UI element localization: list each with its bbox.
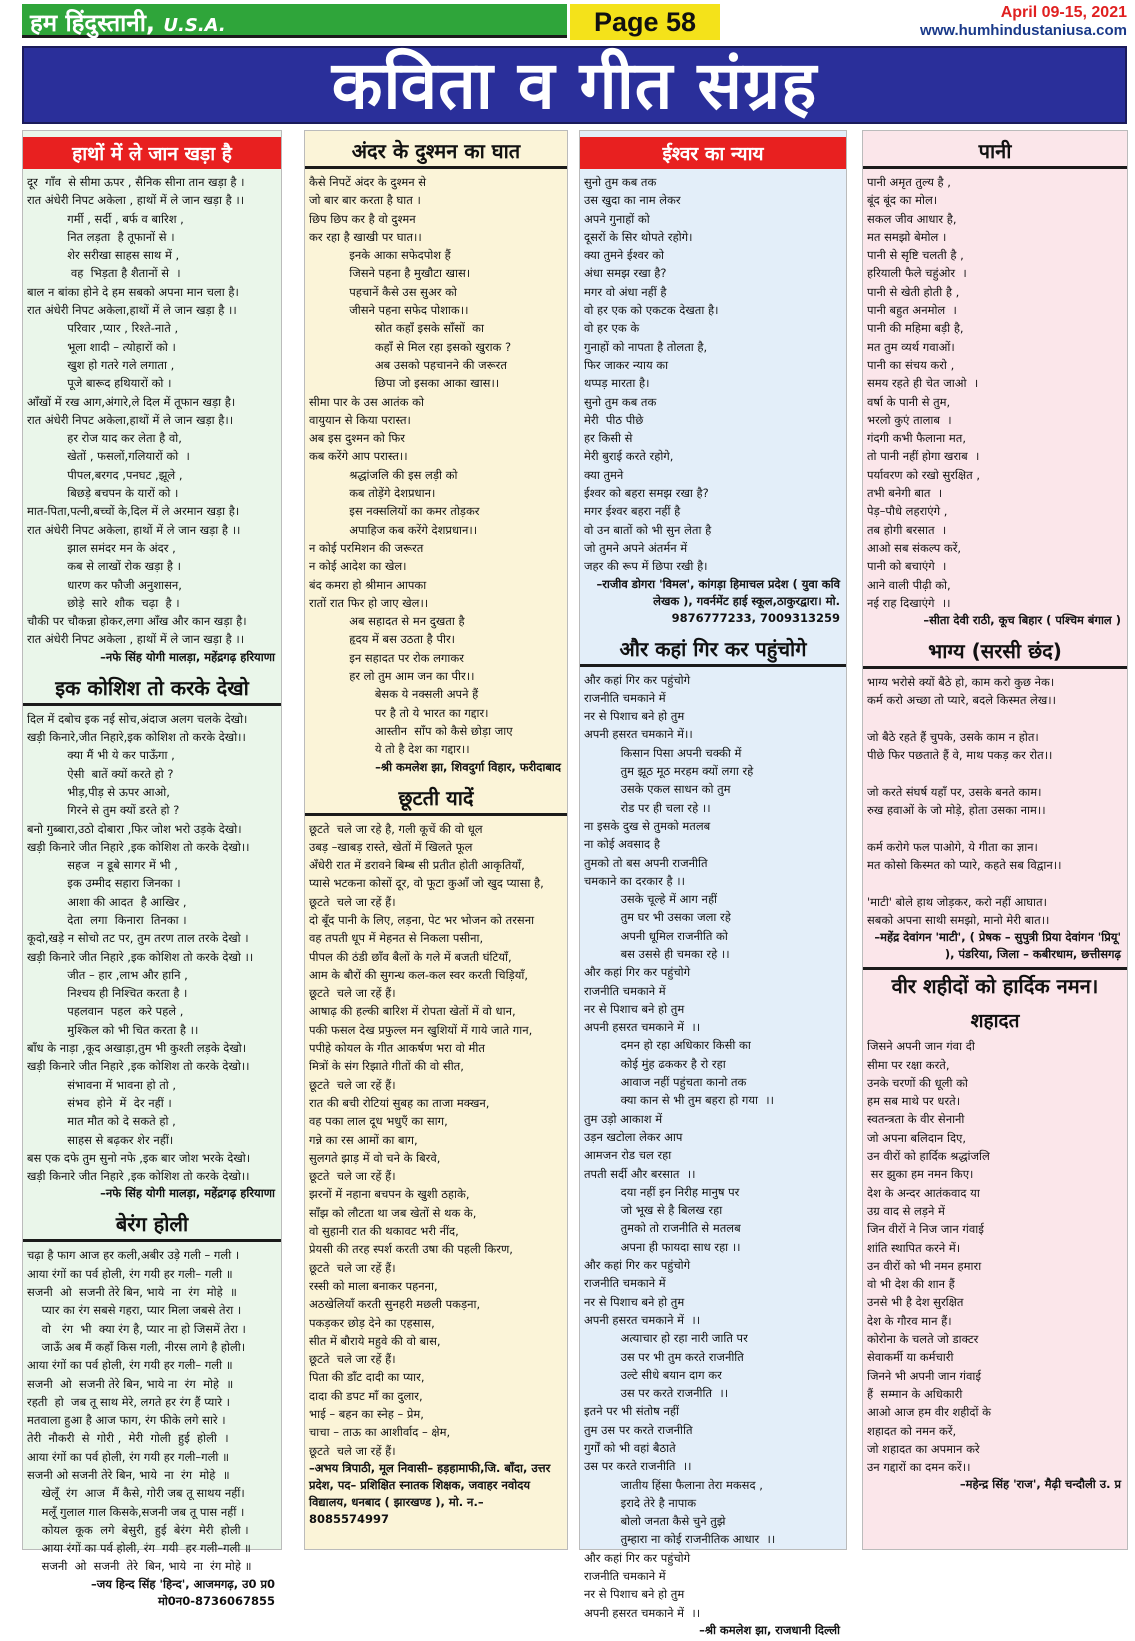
poem-subtitle: शहादत: [970, 1010, 1020, 1033]
poem-text: सुनो तुम कब तक उस खुदा का नाम लेकर अपने गुनाहों को दूसरों के सिर थोपते रहोगे। क्या तुमने ईश्वर को अंधा समझ रखा है? मगर वो अंधा नहीं है वो हर एक को एकटक देखता है। वो हर एक के गुनाहों को नापता है तोलता है, फिर जाकर न्याय का थप्पड़ मारता है। सुनो तुम कब तक मेरी पीठ पीछे हर किसी से मेरी बुराई करते रहोगे, क्या तुमने ईश्वर को बहरा समझ रखा है? मगर ईश्वर बहरा नहीं है वो उन बातों को भी सुन लेता है जो तुमने अपने अंतर्मन में जहर की रूप में छिपा रखी है।: [584, 175, 719, 574]
column-1: [22, 130, 282, 1608]
newspaper-name: [22, 4, 567, 38]
poem-text: कैसे निपटें अंदर के दुश्मन से जो बार बार करता है घात । छिप छिप कर है वो दुश्मन कर रहा है खाखी पर घात।। इनके आका सफेदपोश हैं जिसने पहना है मुखौटा खास। पहचानें कैसे उस सुअर को जीसने पहना सफेद पोशाक।। स्रोत कहाँ इसके साँसों का कहाँ से मिल रहा इसको खुराक ? अब उसको पहचानने की जरूरत छिपा जो इसका आका खास।। सीमा पार के उस आतंक को वायुयान से किया परास्त। अब इस दुश्मन को फिर कब करेंगे आप परास्त।। श्रद्धांजलि की इस लड़ी को कब तोड़ेंगे देशप्रधान। इस नक्सलियों का कमर तोड़कर अपाहिज कब करेंगे देशप्रधान।। न कोई परमिशन की जरूरत न कोई आदेश का खेल। बंद कमरा हो श्रीमान आपका रातों रात फिर हो जाए खेल।। अब सहादत से मन दुखता है हृदय में बस उठता है पीर। इन सहादत पर रोक लगाकर हर लो तुम आम जन का पीर।। बेसक ये नक्सली अपने हैं पर है तो ये भारत का गद्दार। आस्तीन साँप को कैसे छोड़ा जाए ये तो है देश का गद्दार।।: [309, 175, 513, 757]
poem-text: चढ़ा है फाग आज हर कली,अबीर उड़े गली – गली । आया रंगों का पर्व होली, रंग गयी हर गली– गली ॥ सजनी ओ सजनी तेरे बिन, भाये ना रंग मोहे ॥ प्यार का रंग सबसे गहरा, प्यार मिला जबसे तेरा । वो रंग भी क्या रंग है, प्यार ना हो जिसमें तेरा । जाऊँ अब मैं कहाँ किस गली, नीरस लागे है होली। आया रंगों का पर्व होली, रंग गयी हर गली– गली ॥ सजनी ओ सजनी तेरे बिन, भाये ना रंग मोहे ॥ रहती हो जब तू साथ मेरे, लगते हर रंग हैं प्यारे । मतवाला हुआ है आज फाग, रंग फीके लगे सारे । तेरी नौकरी से गोरी , मेरी गोली हुई होली । आया रंगों का पर्व होली, रंग गयी हर गली–गली ॥ सजनी ओ सजनी तेरे बिन, भाये ना रंग मोहे ॥ खेलूँ रंग आज मैं कैसे, गोरी जब तू साथय नहीं। मलूँ गुलाल गाल किसके,सजनी जब तू पास नहीं । कोयल कूक लगे बेसुरी, हुई बेरंग मेरी होली । आया रंगों का पर्व होली, रंग गयी हर गली–गली ॥ सजनी ओ सजनी तेरे बिन, भाये ना रंग मोहे ॥: [27, 1248, 252, 1574]
column-4: [862, 130, 1128, 1550]
website-link[interactable]: www.humhindustaniusa.com: [920, 22, 1127, 39]
poem-text: दिल में दबोच इक नई सोच,अंदाज अलग चलके देखो। खड़ी किनारे,जीत निहारे,इक कोशिश तो करके देखो।। क्या मैं भी ये कर पाऊँगा , ऐसी बातें क्यों करते हो ? भीड़,पीड़ से ऊपर आओ, गिरने से तुम क्यों डरते हो ? बनो गुब्बारा,उठो दोबारा ,फिर जोश भरो उड़के देखो। खड़ी किनारे जीत निहारे ,इक कोशिश तो करके देखो।। सहज न डूबे सागर में भी , इक उम्मीद सहारा जिनका । आशा की आदत है आखिर , देता लगा किनारा तिनका । कूदो,खड़े न सोचो तट पर, तुम तरण ताल तरके देखो । खड़ी किनारे जीत निहारे ,इक कोशिश तो करके देखो ।। जीत – हार ,लाभ और हानि , निश्चय ही निश्चित करता है । पहलवान पहल करे पहले , मुश्किल को भी चित करता है ।। बाँध के नाड़ा ,कूद अखाड़ा,तुम भी कुश्ती लड़के देखो। खड़ी किनारे जीत निहारे ,इक कोशिश तो करके देखो।। संभावना में भावना हो तो , संभव होने में देर नहीं । मात मौत को दे सकते हो , साहस से बढ़कर शेर नहीं। बस एक दफे तुम सुनो नफे ,इक बार जोश भरके देखो। खड़ी किनारे जीत निहारे ,इक कोशिश तो करके देखो।।: [27, 711, 254, 1184]
poem-author: –श्री कमलेश झा, शिवदुर्गा विहार, फरीदाबाद: [375, 759, 561, 774]
poem-title: और कहां गिर कर पहुंचोगे: [580, 633, 846, 667]
poem-title: हाथों में ले जान खड़ा है: [23, 137, 281, 169]
poem-title: बेरंग होली: [23, 1208, 281, 1242]
poem-author: –जय हिन्द सिंह 'हिन्द', आजमगढ़, उ0 प्र0 मो0न0-8736067855: [90, 1576, 275, 1608]
poem-text: और कहां गिर कर पहुंचोगे राजनीति चमकाने में नर से पिशाच बने हो तुम अपनी हसरत चमकाने में।। किसान पिसा अपनी चक्की में तुम झूठ मूठ मरहम क्यों लगा रहे उसके एकल साधन को तुम रोड पर ही चला रहे ।। ना इसके दुख से तुमको मतलब ना कोई अवसाद है तुमको तो बस अपनी राजनीति चमकाने का दरकार है ।। उसके चूल्हे में आग नहीं तुम घर भी उसका जला रहे अपनी धूमिल राजनीति को बस उससे ही चमका रहे ।। और कहां गिर कर पहुंचोगे राजनीति चमकाने में नर से पिशाच बने हो तुम अपनी हसरत चमकाने में ।। दमन हो रहा अधिकार किसी का कोई मुंह ढककर है रो रहा आवाज नहीं पहुंचता कानो तक क्या कान से भी तुम बहरा हो गया ।। तुम उड़ो आकाश में उड़न खटोला लेकर आप आमजन रोड चल रहा तपती सर्दी और बरसात ।। दया नहीं इन निरीह मानुष पर जो भूख से है बिलख रहा तुमको तो राजनीति से मतलब अपना ही फायदा साध रहा ।। और कहां गिर कर पहुंचोगे राजनीति चमकाने में नर से पिशाच बने हो तुम अपनी हसरत चमकाने में ।। अत्याचार हो रहा नारी जाति पर उस पर भी तुम करते राजनीति उल्टे सीधे बयान दाग कर उस पर करते राजनीति ।। इतने पर भी संतोष नहीं तुम उस पर करते राजनीति गुर्गों को भी वहां बैठाते उस पर करते राजनीति ।। जातीय हिंसा फैलाना तेरा मकसद , इरादे तेरे है नापाक बोलो जनता कैसे चुने तुझे तुम्हारा ना कोई राजनीतिक आधार ।। और कहां गिर कर पहुंचोगे राजनीति चमकाने में नर से पिशाच बने हो तुम अपनी हसरत चमकाने में ।।: [584, 672, 776, 1620]
poem-text: जिसने अपनी जान गंवा दी सीमा पर रक्षा करते, उनके चरणों की धूली को हम सब माथे पर धरते। स्वतन्त्रता के वीर सेनानी जो अपना बलिदान दिए, उन वीरों को हार्दिक श्रद्धांजलि सर झुका हम नमन किए। देश के अन्दर आतंकवाद या उग्र वाद से लड़ने में जिन वीरों ने निज जान गंवाई शांति स्थापित करने में। उन वीरों को भी नमन हमारा वो भी देश की शान हैं उनसे भी है देश सुरक्षित देश के गौरव मान हैं। कोरोना के चलते जो डाक्टर सेवाकर्मी या कर्मचारी जिनने भी अपनी जान गंवाई हैं सम्मान के अधिकारी आओ आज हम वीर शहीदों के शहादत को नमन करें, जो शहादत का अपमान करे उन गद्दारों का दमन करें।।: [867, 1039, 991, 1475]
poem-title: पानी: [863, 135, 1127, 169]
poem-author: –महेंद्र देवांगन 'माटी', ( प्रेषक – सुपुत्री प्रिया देवांगन 'प्रियू' ), पंडरिया, जिला – कबीरधाम, छत्तीसगढ़: [874, 930, 1121, 962]
poem-title: छूटती यादें: [305, 782, 567, 816]
issue-date: April 09-15, 2021: [1000, 4, 1127, 21]
poem-author: –सीता देवी राठी, कूच बिहार ( पश्चिम बंगाल ): [923, 613, 1121, 628]
poem-title: इक कोशिश तो करके देखो: [23, 672, 281, 706]
poem-title: वीर शहीदों को हार्दिक नमन।: [863, 967, 1127, 1001]
section-banner: कविता व गीत संग्रह: [22, 46, 1127, 124]
header-meta: [920, 4, 1127, 39]
masthead-country: U.S.A.: [163, 15, 226, 36]
page-number: Page 58: [570, 4, 720, 40]
poem-title: अंदर के दुश्मन का घात: [305, 135, 567, 169]
poem-author: –नफे सिंह योगी मालड़ा, महेंद्रगढ़ हरियाणा: [100, 649, 275, 664]
masthead-title: हम हिंदुस्तानी,: [30, 9, 156, 37]
poem-author: –नफे सिंह योगी मालड़ा, महेंद्रगढ़ हरियाणा: [100, 1186, 275, 1201]
poem-text: भाग्य भरोसे क्यों बैठे हो, काम करो कुछ नेक। कर्म करो अच्छा तो प्यारे, बदले किस्मत लेख।। जो बैठे रहते हैं चुपके, उसके काम न होत। पीछे फिर पछताते हैं वे, माथ पकड़ कर रोत।। जो करते संघर्ष यहाँ पर, उसके बनते काम। रुख हवाओं के जो मोड़े, होता उसका नाम।। कर्म करोगे फल पाओगे, ये गीता का ज्ञान। मत कोसो किस्मत को प्यारे, कहते सब विद्वान।। 'माटी' बोले हाथ जोड़कर, करो नहीं आघात। सबको अपना साथी समझो, मानो मेरी बात।।: [867, 675, 1062, 927]
page-header: [22, 4, 1127, 42]
column-2: [304, 130, 568, 1550]
poem-text: दूर गाँव से सीमा ऊपर , सैनिक सीना तान खड़ा है । रात अंधेरी निपट अकेला , हाथों में ले जान खड़ा है ।। गर्मी , सर्दी , बर्फ व बारिश , नित लड़ता है तूफानों से । शेर सरीखा साहस साथ में , वह भिड़ता है शैतानों से । बाल न बांका होने दे हम सबको अपना मान चला है। रात अंधेरी निपट अकेला,हाथों में ले जान खड़ा है ।। परिवार ,प्यार , रिश्ते-नाते , भूला शादी – त्योहारों को । खुश हो गतरे गले लगाता , पूजे बारूद हथियारों को । आँखों में रख आग,अंगारे,ले दिल में तूफान खड़ा है। रात अंधेरी निपट अकेला,हाथों में ले जान खड़ा है।। हर रोज याद कर लेता है वो, खेतों , फसलों,गलियारों को । पीपल,बरगद ,पनघट ,झूले , बिछड़े बचपन के यारों को । मात-पिता,पत्नी,बच्चों के,दिल में ले अरमान खड़ा है। रात अंधेरी निपट अकेला, हाथों में ले जान खड़ा है ।। झाल समंदर मन के अंदर , कब से लाखों रोक खड़ा है । धारण कर फौजी अनुशासन, छोड़े सारे शौक चढ़ा है । चौकी पर चौकन्ना होकर,लगा आँख और कान खड़ा है। रात अंधेरी निपट अकेला , हाथों में ले जान खड़ा है ।।: [27, 175, 247, 647]
poem-author: –श्री कमलेश झा, राजधानी दिल्ली: [699, 1622, 840, 1637]
poem-title: ईश्वर का न्याय: [580, 137, 846, 169]
poem-text: छूटते चले जा रहे है, गली कूचें की वो धूल उबड़ –खाबड़ रास्ते, खेतों में खिलते फूल अँधेरी रात में डरावने बिम्ब सी प्रतीत होती आकृतियाँ, प्यासे भटकना कोसों दूर, वो फूटा कुआँ जो खुद प्यासा है, छूटते चले जा रहें हैं। दो बूँद पानी के लिए, लड़ना, पेट भर भोजन को तरसना वह तपती धूप में मेहनत से निकला पसीना, पीपल की ठंडी छाँव बैलों के गले में बजती घंटियाँ, आम के बौरों की सुगन्ध कल-कल स्वर करती चिड़ियाँ, छूटते चले जा रहें हैं। आषाढ़ की हल्की बारिश में रोपता खेतों में वो धान, पकी फसल देख प्रफुल्ल मन खुशियों में गाये जाते गान, पपीहे कोयल के गीत आकर्षण भरा वो मीत मित्रों के संग रिझाते गीतों की वो सीत, छूटते चले जा रहें हैं। रात की बची रोटियां सुबह का ताजा मक्खन, वह पका लाल दूध भधुएँ का साग, गन्ने का रस आमों का बाग, सुलगते झाड़ में वो चने के बिरवे, छूटते चले जा रहें हैं। झरनों में नहाना बचपन के खुशी ठहाके, साँझ को लौटता था जब खेतों से थक के, वो सुहानी रात की थकावट भरी नींद, प्रेयसी की तरह स्पर्श करती उषा की पहली किरण, छूटते चले जा रहें हैं। रस्सी को माला बनाकर पहनना, अठखेलियाँ करती सुनहरी मछली पकड़ना, पकड़कर छोड़ देने का एहसास, सीत में बौराये महुवे की वो बास, छूटते चले जा रहें हैं। पिता की डाँट दादी का प्यार, दादा की डपट माँ का दुलार, भाई – बहन का स्नेह – प्रेम, चाचा – ताऊ का आशीर्वाद – क्षेम, छूटते चले जा रहें हैं।: [309, 821, 544, 1458]
poem-author: –राजीव डोगरा 'विमल', कांगड़ा हिमाचल प्रदेश ( युवा कवि लेखक ), गवर्नमेंट हाई स्कूल,ठाकुरद्वारा। मो. 9876777233, 7009313259: [596, 576, 840, 625]
poem-text: पानी अमृत तुल्य है , बूंद बूंद का मोल। सकल जीव आधार है, मत समझो बेमोल । पानी से सृष्टि चलती है , हरियाली फैले चहुंओर । पानी से खेती होती है , पानी बहुत अनमोल । पानी की महिमा बड़ी है, मत तुम व्यर्थ गवाओं। पानी का संचय करो , समय रहते ही चेत जाओ । वर्षा के पानी से तुम, भरलो कुएं तालाब । गंदगी कभी फैलाना मत, तो पानी नहीं होगा खराब । पर्यावरण को रखो सुरक्षित , तभी बनेगी बात । पेड़–पौधे लहराएंगे , तब होगी बरसात । आओ सब संकल्प करें, पानी को बचाएंगे । आने वाली पीढ़ी को, नई राह दिखाएंगे ।।: [867, 175, 981, 610]
poem-title: भाग्य (सरसी छंद): [863, 635, 1127, 669]
column-3: [579, 130, 847, 1637]
poem-author: –महेन्द्र सिंह 'राज', मैढ़ी चन्दौली उ. प्र: [959, 1477, 1121, 1492]
poem-author: –अभय त्रिपाठी, मूल निवासी– हड़हामाफी,जि. बाँदा, उत्तर प्रदेश, पद– प्रशिक्षित स्नातक शिक्षक, जवाहर नवोदय विद्यालय, धनबाद ( झारखण्ड ), मो. न.–8085574997: [309, 1460, 551, 1526]
